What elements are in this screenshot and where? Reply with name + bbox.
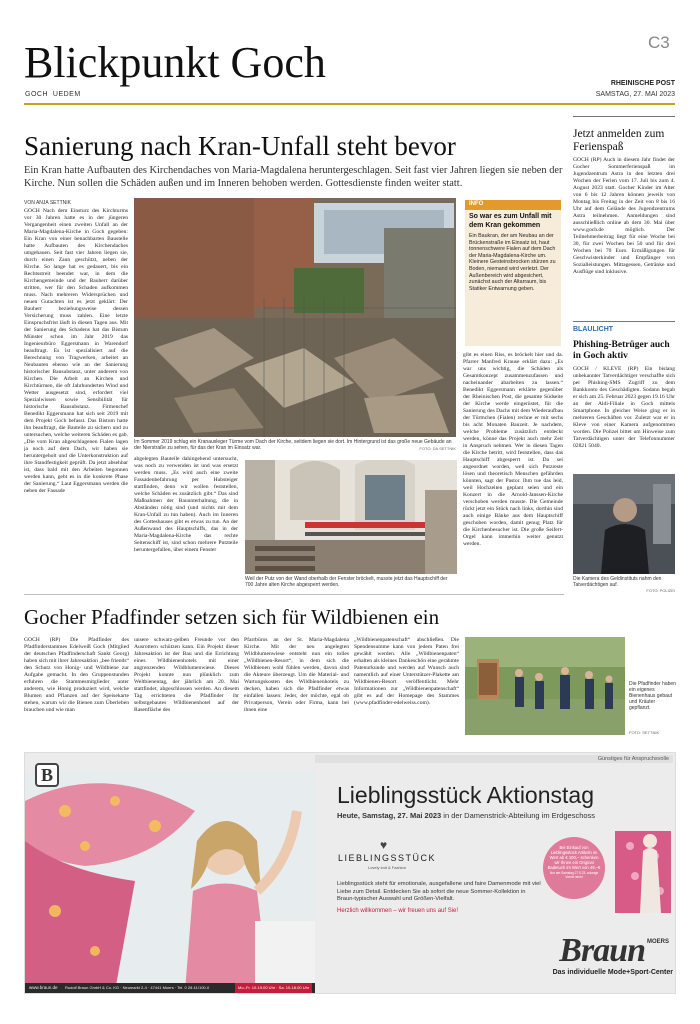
braun-b-logo: B bbox=[35, 763, 59, 787]
ad-date-line bbox=[337, 811, 667, 820]
issue-date: SAMSTAG, 27. MAI 2023 bbox=[595, 91, 675, 98]
lead-headline: Sanierung nach Kran-Unfall steht bevor bbox=[24, 131, 456, 161]
lead-column-2: abgelegten Bauteile dahingehend untersucht, was noch zu verwenden ist und was ersetzt werden muss. „Es wird auch eine zweite Fassadenbefahrung per Hubsteiger stattfinden, denn wir wollen feststellen, welche Schäden es zusätzlich gibt.“ Das sind Maßnahmen der Bauunterhaltung, die in Abständen nötig sind (und nichts mit dem Kran-Unfall zu tun haben). Auch im Inneren des Gotteshauses gibt es etwas zu tun. An der Außenwand des Hauptschiffs, das in der Maria-Magdalena-Kirche das rechte Seitenschiff ist, sind schon mehrere Putzteile heruntergefallen, über einem Fenster bbox=[134, 456, 238, 553]
info-body: Ein Baukran, der am Neubau an der Brückenstraße im Einsatz ist, haut tonnenschwere Fialen auf dem Dach der Maria-Magdalena-Kirche um. Kleinere Gesteinsbrocken stürzen zu Boden, niemand wird verletzt. Der Außenbereich wird abgesichert, zunächst auch der Altarraum, bis Statiker Entwarnung geben. bbox=[469, 233, 556, 292]
byline: VON ANJA SETTNIK bbox=[24, 200, 71, 206]
scouts-credit: FOTO: SETTNIK bbox=[629, 730, 660, 735]
lead-bottom-rule bbox=[24, 594, 564, 595]
suspect-credit: FOTO: POLIZEI bbox=[646, 588, 675, 593]
ad-brand-tagline: Lovely knit & Fashion bbox=[367, 865, 407, 870]
church-interior-illustration bbox=[245, 460, 457, 574]
section-title: Blickpunkt Goch bbox=[24, 38, 326, 87]
sidebar-mid-rule bbox=[573, 321, 675, 322]
ad-body: Lieblingsstück steht für emotionale, ausgefallene und faire Damenmode mit viel Liebe zum Detail. Entdecken Sie ab sofort die neue Sommer-Kollektion in Braun-typischer Auswahl und Größen-Vielfalt. bbox=[337, 881, 541, 902]
ad-footer-website[interactable]: www.braun.de bbox=[29, 985, 58, 990]
newspaper-name: RHEINISCHE POST bbox=[610, 80, 675, 87]
scouts-illustration bbox=[465, 637, 625, 735]
second-column-1: GOCH (RP) Die Pfadfinder des Pfadfinderstammes Edelweiß Goch (Mitglied der deutschen Pfadfinderschaft Sankt Georg) haben sich mit ihrer Jahresaktion „bee friends“ den Schutz von Honig- und Wildbiene zur Aufgabe gemacht. In den Gruppenstunden erfuhren die Stammesmitglieder unter anderem, wie Honig produziert wird, welche Blumen und Pflanzen auf der Speisekarte stehen, warum wir die Bienen zum Überleben brauchen und wie man bbox=[24, 637, 129, 713]
braun-slogan: Das individuelle Mode+Sport-Center bbox=[552, 969, 673, 976]
ad-model-photo bbox=[25, 771, 315, 991]
church-rubble-illustration bbox=[134, 198, 456, 437]
braun-store-logo: Braun bbox=[559, 932, 645, 969]
promo-badge-small: Nur am Samstag 27.5.23, solange Vorrat reicht bbox=[549, 871, 599, 879]
heart-icon: ♥ bbox=[380, 838, 388, 852]
photo-church-interior bbox=[245, 460, 457, 574]
sidebar-body: GOCH (RP) Auch in diesem Jahr findet der Gocher Sommerferienspaß im Jugendzentrum Astra in den letzten drei Wochen der Ferien vom 17. Juli bis zum 4. August 2023 statt. Gocher Kinder im Alter von 6 bis 12 Jahren können jeweils von Montag bis Freitag in der Zeit von 8 bis 16 Uhr auf dem Gelände des Jugendzentrums Astra teilnehmen. Anmeldungen sind ausschließlich online ab dem 30. Mai über www.goch.de möglich. Der Teilnehmerbeitrag liegt für eine Woche bei 30, für zwei Wochen bei 50 und für drei Wochen bei 70 Euro. Ermäßigungen für Geschwisterkinder und Empfänger von Sozialleistungen. Mittagessen, Getränke und Ausflüge sind inklusive. bbox=[573, 157, 675, 275]
sidebar-top-rule bbox=[573, 116, 675, 117]
scouts-caption: Die Pfadfinder haben ein eigenes Bienenhaus gebaut und Kräuter gepflanzt. bbox=[629, 681, 676, 711]
sidebar-headline: Jetzt anmelden zum Ferienspaß bbox=[573, 128, 665, 153]
header-rule bbox=[24, 103, 675, 105]
blaulicht-label: BLAULICHT bbox=[573, 326, 614, 333]
info-title: So war es zum Unfall mit dem Kran gekommen bbox=[469, 213, 552, 229]
info-label: INFO bbox=[465, 200, 561, 210]
second-column-2: unsere schwarz-gelben Freunde vor den Ausrottern schützen kann. Ein Projekt dieser Jahresaktion ist der Bau und die Errichtung eines Wildbienenhotels mit einer angrenzenden Wildblumenwiese. Dieses Projekt konnte nun plünklich zum Weltbienentag, der jährlich am 20. Mai stattfindet, abgeschlossen werden. An diesem Tag errichteten die Pfadfinder ihr selbstgebautes Wildbienenhotel auf der Rasenfläche des bbox=[134, 637, 239, 713]
lead-column-3: gibt es einen Riss, es bröckelt hier und da. Pfarrer Manfred Krause erklärt dazu: „Es war uns wichtig, die Schäden als Gesamtkonzept zusammenzufassen und nacheinander abarbeiten zu lassen.“ Benedikt Eggersmann erklärte gegenüber der Rheinischen Post, die gesamte Südseite der Kirche werde eingerüstet, für die Sanierung des Dachs mit dem Wiederaufbau der Türmchen (Fialen) rechne er mit sechs bis acht Monaten Bauzeit. Je nachdem, welche Probleme zusätzlich entdeckt werden, könne das Projekt auch mehr Zeit in Anspruch nehmen. Wer in diesen Tagen die Kirche betritt, wird feststellen, dass das Hauptschiff abgesperrt ist. Da sei angeordnet worden, weil sich Putzreste lösen und theoretisch Menschen gefährden könnten, sagt der Pastor. Ihm tue das leid, weil Hochzeiten geplant seien und ein Konzert in die Arnold-Janssen-Kirche verschoben werden musste. Die Gemeinde rückt jetzt ein Stück nach links, dorthin sind auch einige Bänke aus dem Hauptschiff geschoben worden, damit genug Platz für die Kirchenbesucher ist. Die große Seifert-Orgel kann immerhin weiter genutzt werden. bbox=[463, 352, 563, 547]
ad-footer-address: Rudolf Braun GmbH & Co. KG · Neumarkt 2-4 · 47441 Moers · Tel. 0 28 41/100-0 bbox=[65, 985, 210, 990]
photo-crane-caption: Im Sommer 2019 schlug ein Kranausleger Türme vom Dach der Kirche, seitdem liegen sie dort. Im Hintergrund ist das große neue Gebäude an der Nierstraße zu sehen, für das der Kran im Einsatz war. bbox=[134, 439, 452, 451]
info-box bbox=[465, 200, 561, 346]
lead-column-1: GOCH Nach dem Einsturz des Kirchturms vor 30 Jahren hatte es in der jüngeren Vergangenheit einen zweiten Unfall an der Maria-Magdalena-Kirche in Goch gegeben: Ein Kran von einer benachbarten Baustelle hatte Aufbauten des Kirchendaches umgehauen. Seit fast vier Jahren liegen sie, durch einen Zaun geschützt, neben der Kirche. So lange hat es gedauert, bis ein Rechtsstreit beendet war, in dem die Kirchengemeinde und der Bauherr darüber stritten, wer für den Schaden aufkommen muss. Nach mehreren Widersprüchen und neuen Gutachten ist es jetzt geklärt: Der Bauherr beziehungsweise dessen Versicherung muss zahlen. Eine letzte Einspruchsfrist läuft in diesen Tagen aus. Mit der Sanierung des Schadens hat das Bistum Münster schon im Jahr 2019 das Ingenieurbüro Eggersmann in Warendorf beauftragt. Es ist spezialisiert auf die Berechnung von Tragwerken, arbeitet an Neubauten ebenso wie an der Sanierung historischer Bausubstanz, unter anderem von Kirchen. Die Arbeit an Kirchen und Kirchtürmen, die oft Jahrhunderten Wind und Wetter ausgesetzt sind, erfordert viel Spezialwissen sowie Sensibilität für historische Bausubstanz. Firmenchef Benedikt Eggersmann hat sich seit 2019 mit dem Projekt Goch befasst. Das Bistum hatte ihn beauftragt, die Bauteile zu sichern und zu untersuchen, welche weiteren Schäden es gab. „Die vom Kran abgeschlagenen Fialen lagen ja noch auf dem Dach, wir haben sie heruntergeholt und die Unterkonstruktion auf ihre Standfestigkeit geprüft. Da jetzt absehbar ist, dass bald mit den Arbeiten begonnen werden kann, geht es in die konkrete Phase der Sanierung.“ Laut Eggersmann werden die neben der Fassade bbox=[24, 208, 128, 494]
ad-welcome: Herzlich willkommen – wir freuen uns auf Sie! bbox=[337, 908, 459, 914]
ad-date-rest: in der Damenstrick-Abteilung im Erdgeschoss bbox=[441, 811, 596, 820]
subsections: GOCH UEDEM bbox=[25, 91, 81, 98]
ad-model-illustration bbox=[25, 771, 315, 991]
ad-footer-hours: Mo.-Fr. 10-19.00 Uhr · Sa. 10-18.00 Uhr bbox=[235, 983, 312, 993]
page-number: C3 bbox=[648, 33, 670, 52]
promo-badge-text: Bei Einkauf von Lieblingsstück Artikeln im Wert ab € 100,– schenken wir Ihnen ein Original Badetuch im Wert von 49,–€ bbox=[547, 845, 601, 870]
sidebar-headline-2: Phishing-Betrüger auch in Goch aktiv bbox=[573, 340, 670, 361]
lead-teaser: Ein Kran hatte Aufbauten des Kirchendaches von Maria-Magdalena heruntergeschlagen. Seit fast vier Jahren liegen sie neben der Kirche. Nun sollen die Schäden außen und im Inneren behoben werden. Gottesdienste finden weiter statt. bbox=[24, 165, 563, 189]
photo-scouts bbox=[465, 637, 625, 735]
ad-headline: Lieblingsstück Aktionstag bbox=[337, 782, 594, 808]
second-headline: Gocher Pfadfinder setzen sich für Wildbienen ein bbox=[24, 605, 440, 629]
photo-interior-caption: Weil der Putz von der Wand oberhalb der Fenster bröckelt, musste jetzt das Hauptschiff der 700 Jahre alten Kirche abgesperrt werden. bbox=[245, 576, 448, 588]
ad-date: Heute, Samstag, 27. Mai 2023 bbox=[337, 811, 442, 820]
ad-tag: Günstiges für Anspruchsvolle bbox=[315, 755, 673, 763]
ad-block bbox=[24, 752, 676, 994]
ad-brand-name: LIEBLINGSSTÜCK bbox=[337, 853, 437, 863]
photo-crane-damage bbox=[134, 198, 456, 437]
second-column-4: „Wildbienenpatenschaft“ abschließen. Die Spendensumme kann von jedem Paten frei gewählt werden. Alle „Wildbienenpaten“ erhalten als kleines Dankeschön eine gerahmte Patenurkunde und werden auf Wunsch auch namentlich auf einer Unterstützer-Plakette am Wildbienen-Resort veröffentlicht. Mehr Informationen zur „Wildbienenpatenschaft“ gibt es auf der Homepage des Stammes (www.pfadfinder-edelweiss.com). bbox=[354, 637, 459, 706]
photo-suspect bbox=[573, 474, 675, 574]
braun-store-city: MOERS bbox=[647, 939, 670, 945]
sidebar-body-2: GOCH / KLEVE (RP) Ein bislang unbekannter Tatverdächtiger verschaffte sich per Phishing-SMS Zugriff zu dem Bankkonto des Geschädigten. Sodann begab er sich am 25. Februar 2023 gegen 19.16 Uhr an der Aldi-Filiale in Goch mittels Smartphone. In gleicher Weise ging er in mehreren Geschäften vor. Zuletzt war er in Kleve von einer Kamera aufgenommen worden. Die Polizei bittet um Hinweise zum Tatverdächtigen unter der Telefonnummer 02821 5040. bbox=[573, 366, 675, 449]
surveillance-illustration bbox=[573, 474, 675, 574]
promo-badge bbox=[543, 837, 605, 899]
photo-crane-credit: FOTO: DA SETTNIK bbox=[419, 446, 456, 451]
suspect-caption: Die Kamera des Geldinstituts nahm den Tatverdächtigen auf. bbox=[573, 576, 662, 588]
second-column-3: Pfarrbüros an der St. Maria-Magdalena Kirche. Mit der neu angelegten Wildblumenwiese entsteht nun ein tolles „Wildbienen-Resort“, in dem sich die Wildbienen wohl fühlen werden, davon sind die Akteure überzeugt. Um die Material- und Wartungskosten des Wildbienenhotels zu decken, haben sich die Pfadfinder etwas einfallen lassen: Jeder, der möchte, egal ob Privatperson, Verein oder Firma, kann bei ihnen eine bbox=[244, 637, 349, 713]
